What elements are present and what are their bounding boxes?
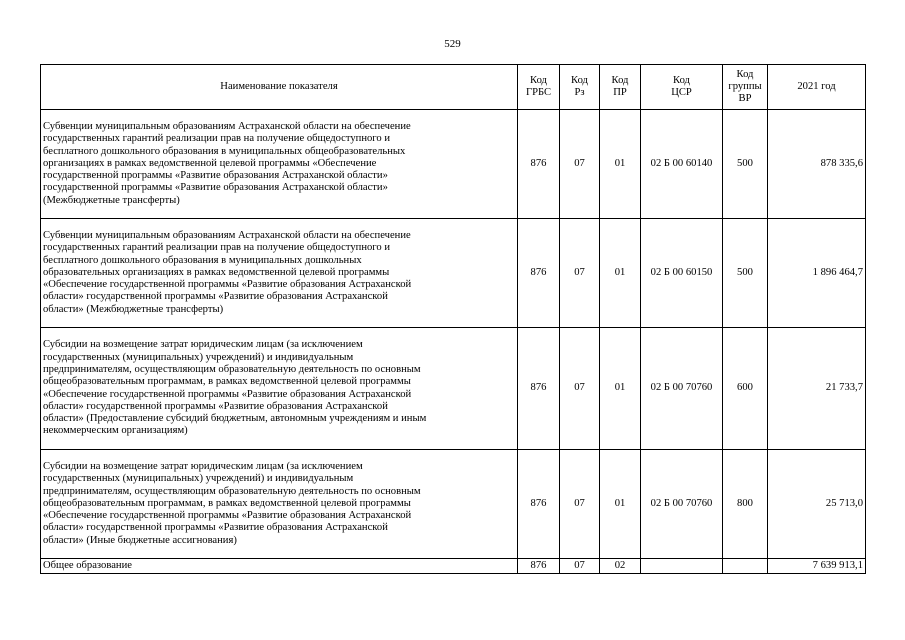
row-amount: 25 713,0 xyxy=(768,450,866,559)
header-grbs: Код ГРБС xyxy=(518,65,560,110)
row-csr: 02 Б 00 70760 xyxy=(641,328,723,450)
header-year: 2021 год xyxy=(768,65,866,110)
table-row xyxy=(41,450,866,559)
row-name: Субвенции муниципальным образованиям Астраханской области на обеспечение государственных гарантий реализации прав на получение общедоступного и бесплатного дошкольного образования в муниципальных общеобразовательных организациях в рамках ведомственной целевой программы «Обеспечение государственной программы «Развитие образования Астраханской области» государственной программы «Развитие образования Астраханской области» (Межбюджетные трансферты) xyxy=(41,110,518,219)
header-row xyxy=(41,65,866,110)
row-name: Субсидии на возмещение затрат юридическим лицам (за исключением государственных (муниципальных) учреждений) и индивидуальным предпринимателям, осуществляющим образовательную деятельность по основным общеобразовательным программам, в рамках ведомственной целевой программы «Обеспечение государственной программы «Развитие образования Астраханской области» государственной программы «Развитие образования Астраханской области» (Иные бюджетные ассигнования) xyxy=(41,450,518,559)
budget-table xyxy=(40,64,866,574)
row-rz: 07 xyxy=(560,559,600,574)
row-rz: 07 xyxy=(560,450,600,559)
table-row xyxy=(41,110,866,219)
row-pr: 01 xyxy=(600,328,641,450)
table-row xyxy=(41,219,866,328)
table-row xyxy=(41,328,866,450)
table-row-total xyxy=(41,559,866,574)
row-csr: 02 Б 00 60140 xyxy=(641,110,723,219)
row-grbs: 876 xyxy=(518,110,560,219)
row-csr: 02 Б 00 60150 xyxy=(641,219,723,328)
header-csr: Код ЦСР xyxy=(641,65,723,110)
row-rz: 07 xyxy=(560,219,600,328)
row-name: Общее образование xyxy=(41,559,518,574)
row-grbs: 876 xyxy=(518,559,560,574)
row-vr: 500 xyxy=(723,219,768,328)
row-name: Субсидии на возмещение затрат юридическим лицам (за исключением государственных (муниципальных) учреждений) и индивидуальным предпринимателям, осуществляющим образовательную деятельность по основным общеобразовательным программам, в рамках ведомственной целевой программы «Обеспечение государственной программы «Развитие образования Астраханской области» государственной программы «Развитие образования Астраханской области» (Предоставление субсидий бюджетным, автономным учреждениям и иным некоммерческим организациям) xyxy=(41,328,518,450)
row-pr: 02 xyxy=(600,559,641,574)
row-vr xyxy=(723,559,768,574)
row-pr: 01 xyxy=(600,450,641,559)
row-rz: 07 xyxy=(560,110,600,219)
row-name: Субвенции муниципальным образованиям Астраханской области на обеспечение государственных гарантий реализации прав на получение общедоступного и бесплатного дошкольного образования в муниципальных дошкольных образовательных организациях в рамках ведомственной целевой программы «Обеспечение государственной программы «Развитие образования Астраханской области» государственной программы «Развитие образования Астраханской области» (Межбюджетные трансферты) xyxy=(41,219,518,328)
row-amount: 1 896 464,7 xyxy=(768,219,866,328)
row-amount: 21 733,7 xyxy=(768,328,866,450)
header-vr: Код группы ВР xyxy=(723,65,768,110)
header-pr: Код ПР xyxy=(600,65,641,110)
row-pr: 01 xyxy=(600,219,641,328)
row-grbs: 876 xyxy=(518,450,560,559)
row-vr: 500 xyxy=(723,110,768,219)
row-amount: 878 335,6 xyxy=(768,110,866,219)
row-grbs: 876 xyxy=(518,328,560,450)
row-vr: 800 xyxy=(723,450,768,559)
row-csr xyxy=(641,559,723,574)
row-grbs: 876 xyxy=(518,219,560,328)
header-rz: Код Рз xyxy=(560,65,600,110)
row-amount: 7 639 913,1 xyxy=(768,559,866,574)
row-pr: 01 xyxy=(600,110,641,219)
row-csr: 02 Б 00 70760 xyxy=(641,450,723,559)
header-name: Наименование показателя xyxy=(41,65,518,110)
row-vr: 600 xyxy=(723,328,768,450)
row-rz: 07 xyxy=(560,328,600,450)
page-number: 529 xyxy=(444,38,461,50)
